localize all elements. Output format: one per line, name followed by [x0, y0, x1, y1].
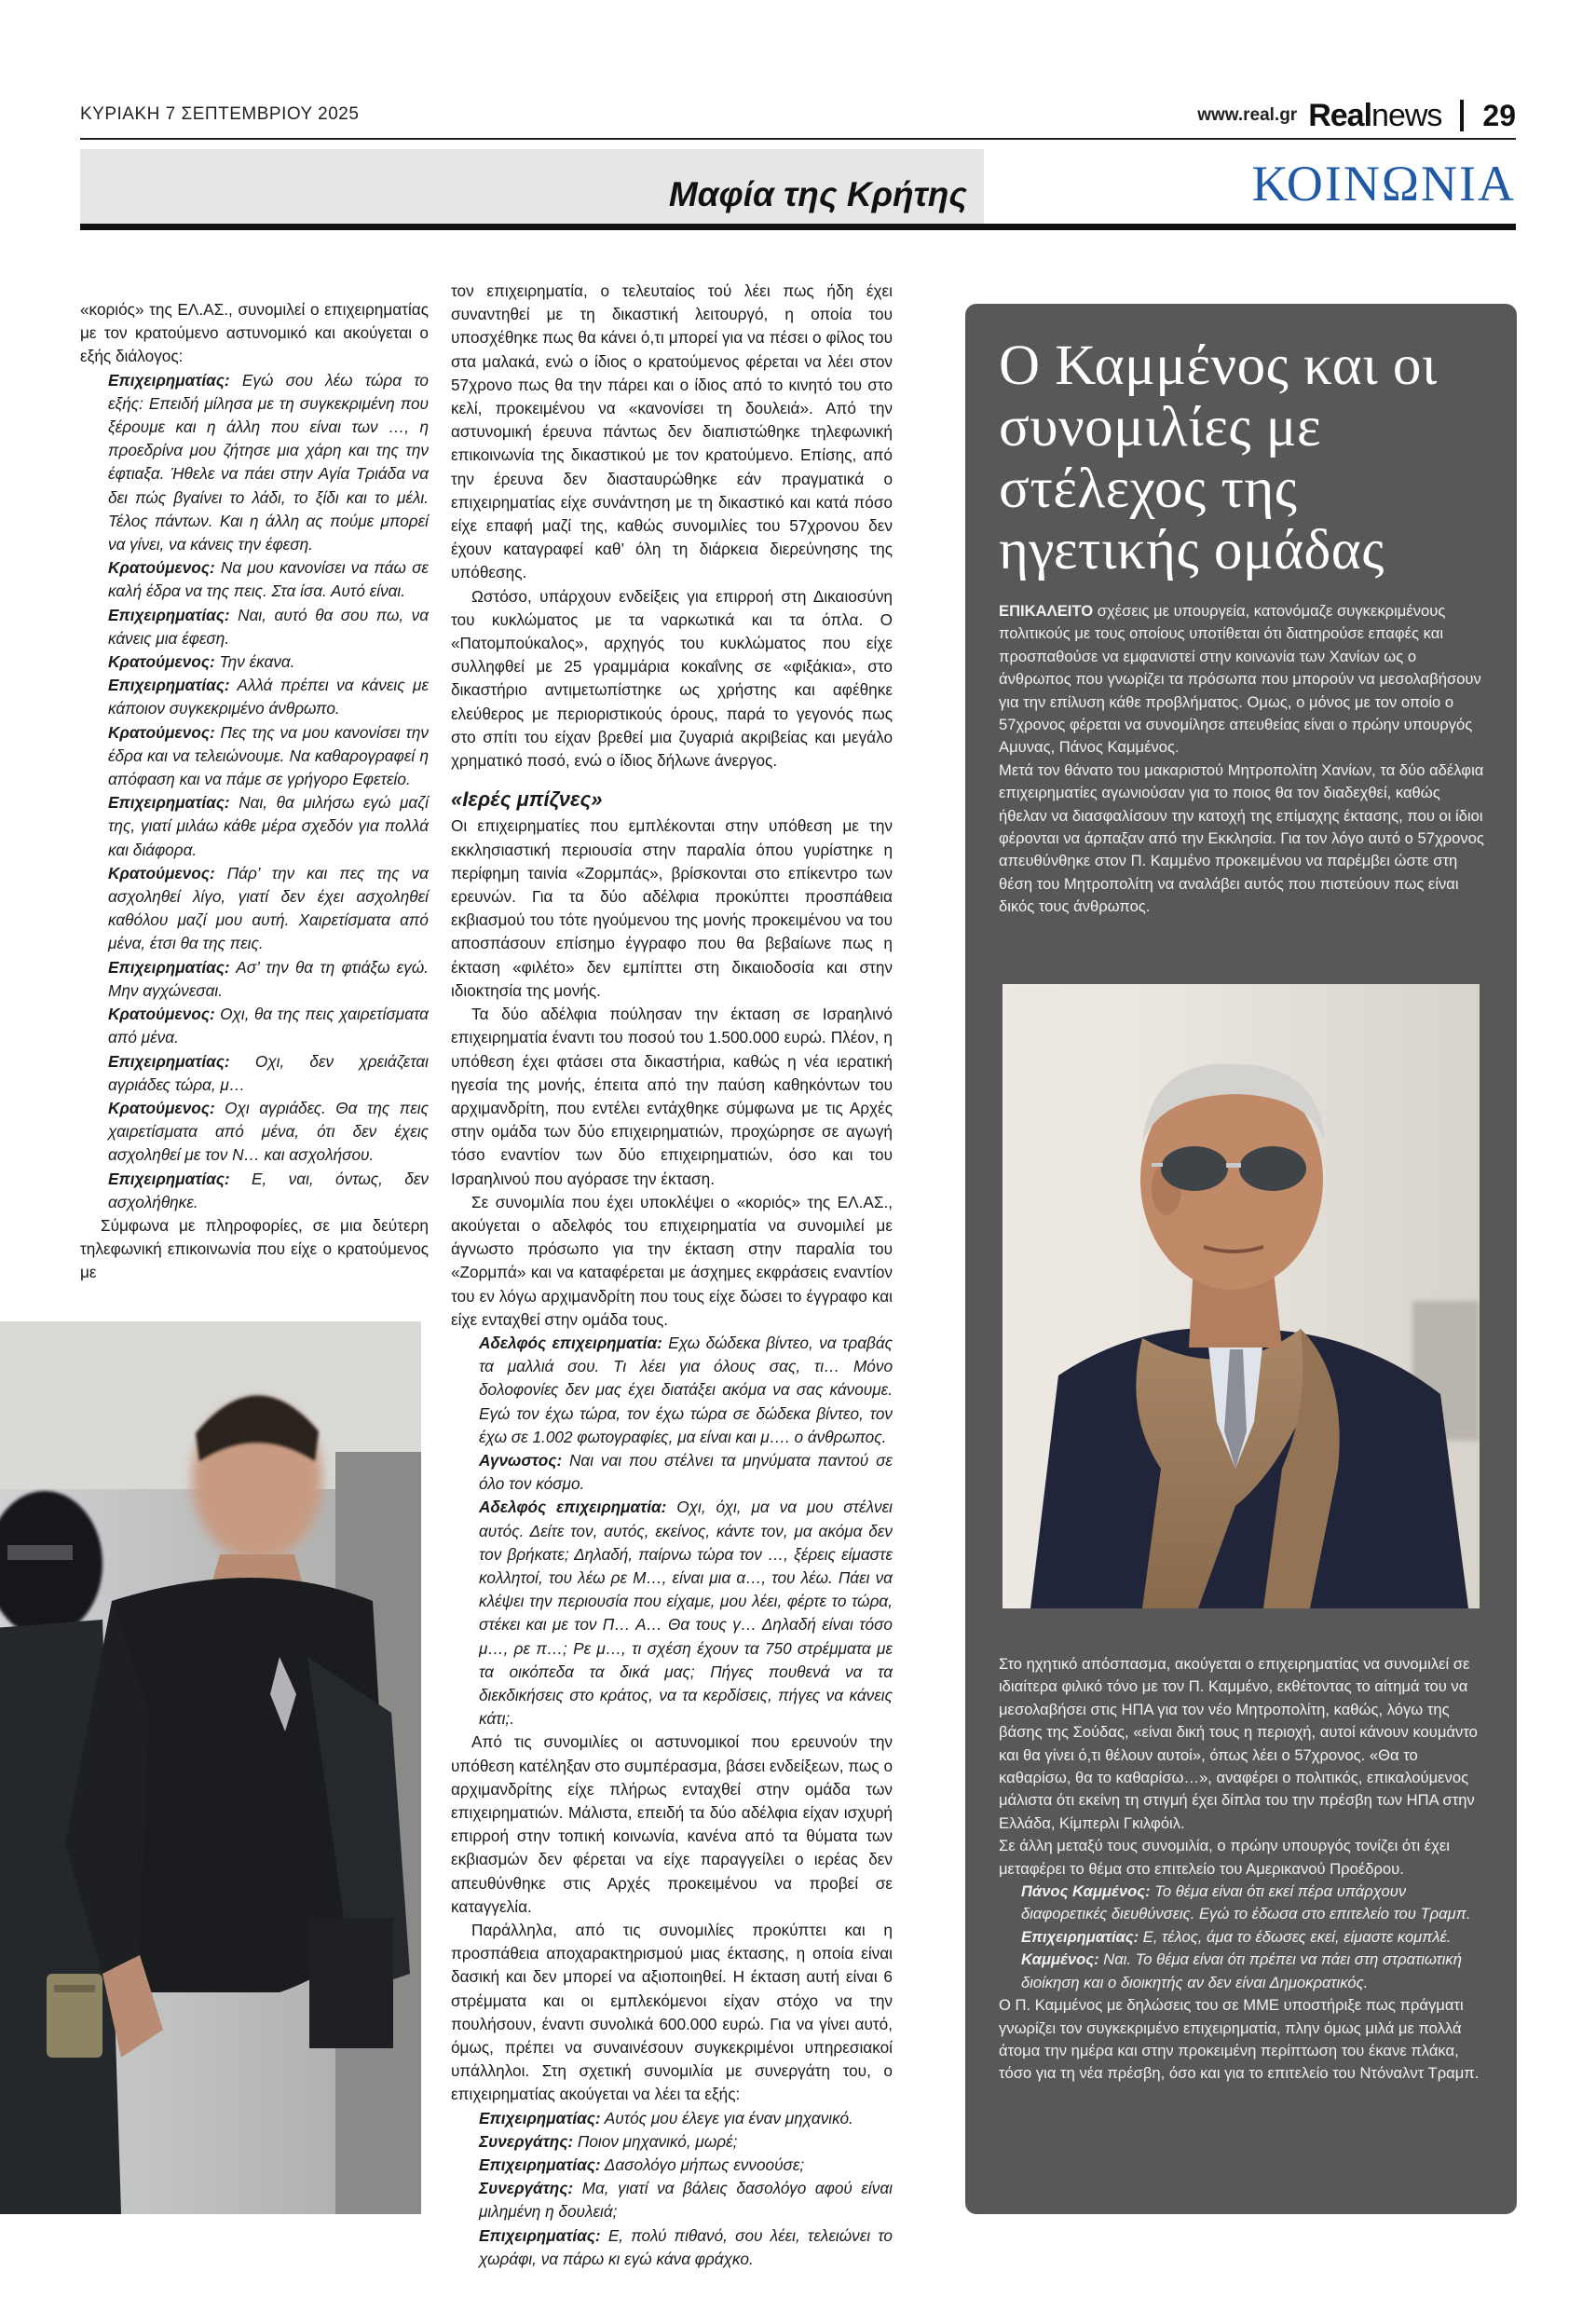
sidebar-text-2: [999, 1653, 1485, 2086]
header-rule: [80, 138, 1516, 140]
body-paragraph: [451, 280, 893, 585]
article-column-2: [451, 280, 893, 2271]
logo-news: news: [1371, 97, 1442, 133]
kammenos-photo: [1003, 984, 1480, 1608]
dialogue-text: Ε, τέλος, άμα το έδωσες εκεί, είμαστε κομπλέ.: [1139, 1927, 1452, 1946]
topic-title: Μαφία της Κρήτης: [668, 175, 967, 213]
paragraph-text: Ο Π. Καμμένος με δηλώσεις του σε ΜΜΕ υποστήριξε πως πράγματι γνωρίζει τον συγκεκριμένο επιχειρηματία, πλην όμως μιλά με πολλά άτομα την ημέρα και στην προκειμένη περίπτωση του έκανε πλάκα, τόσο για τη νέα πρέσβη, όσο και για το επιτελείο του Ντόναλντ Τραμπ.: [999, 1996, 1480, 2083]
speaker-label: Κρατούμενος:: [108, 863, 215, 882]
subheading-ieres-biznes: «Ιερές μπίζνες»: [451, 787, 603, 812]
body-paragraph: [80, 1214, 429, 1285]
lead-word: ΕΠΙΚΑΛΕΙΤΟ: [999, 602, 1094, 620]
body-paragraph: [999, 600, 1485, 759]
body-paragraph: [999, 759, 1485, 919]
body-paragraph: [999, 1994, 1485, 2086]
speaker-label: Συνεργάτης:: [479, 2131, 574, 2151]
dialogue-text: Εγώ σου λέω τώρα το εξής: Επειδή μίλησα με τη συγκεκριμένη που ξέρουμε και η άλλη που είναι των …, η προεδρίνα μου ζήτησε μια χάρη και της την έφτιαξα. Ήθελε να πάει στην Αγία Τριάδα να δει πώς βγαίνει το λάδι, το ξίδι και το μέλι. Τέλος πάντων. Και η άλλη ας πούμε μπορεί να γίνει, να κάνεις την έφεση.: [108, 370, 429, 554]
speaker-label: Επιχειρηματίας:: [479, 2225, 601, 2245]
dialogue-line: [999, 1881, 1485, 1926]
kammenos-sidebar: [965, 304, 1517, 2214]
paragraph-text: Ωστόσο, υπάρχουν ενδείξεις για επιρροή στη Δικαιοσύνη του κυκλώματος με τα ναρκωτικά και τα όπλα. Ο «Πατομπούκαλος», αρχηγός του κυκλώματος που είχε συλληφθεί με 25 γραμμάρια κοκαΐνης σε «φιξάκια», στο δικαστήριο αντιμετωπίστηκε ως χρήστης και αφέθηκε ελεύθερος με περιοριστικούς όρους, παρά το γεγονός πως στο σπίτι του είχαν βρεθεί μια ζυγαριά ακριβείας και μεγάλο χρηματικό ποσό, ενώ ο ίδιος δήλωνε άνεργος.: [451, 586, 893, 771]
paragraph-text: Οι επιχειρηματίες που εμπλέκονται στην υπόθεση με την εκκλησιαστική περιουσία στην παραλία όπου γυρίστηκε η περίφημη ταινία «Ζορμπάς», βρίσκονται στο επίκεντρο των ερευνών. Για τα δύο αδέλφια προκύπτει προσπάθεια εκβιασμού του τότε ηγούμενου της μονής προκειμένου να του αποσπάσουν επίσημο έγγραφο που θα βεβαίωνε πως η έκταση «φιλέτο» δεν εμπίπτει στη δικαιοδοσία και στην ιδιοκτησία της μονής.: [451, 816, 893, 1000]
speaker-label: Επιχειρηματίας:: [479, 2155, 601, 2175]
speaker-label: Επιχειρηματίας:: [108, 1051, 230, 1071]
column-2-part-b: [451, 814, 893, 2271]
speaker-label: Αδελφός επιχειρηματία:: [479, 1333, 662, 1352]
dialogue-line: [451, 1496, 893, 1731]
dialogue-text: Αλλά πρέπει να κάνεις με κάποιον συγκεκριμένο άνθρωπο.: [108, 676, 429, 718]
dialogue-line: [80, 369, 429, 557]
page-number: 29: [1482, 98, 1516, 132]
speaker-label: Κρατούμενος:: [108, 558, 215, 578]
speaker-label: Επιχειρηματίας:: [108, 370, 230, 390]
dialogue-line: [80, 1003, 429, 1049]
dialogue-text: Ε, ναι, όντως, δεν ασχολήθηκε.: [108, 1169, 429, 1211]
speaker-label: Κρατούμενος:: [108, 1005, 215, 1024]
paragraph-text: Μετά τον θάνατο του μακαριστού Μητροπολίτη Χανίων, τα δύο αδέλφια επιχειρηματίες αγωνιούσαν για το ποιος θα τον διαδεχθεί, καθώς ήθελαν να διασφαλίσουν την κατοχή της επίμαχης έκτασης, που οι ίδιοι φέρονται να άρπαξαν από την Εκκλησία. Για τον λόγο αυτό ο 57χρονος απευθύνθηκε στον Π. Καμμένο προκειμένου να παρέμβει ώστε στη θέση του Μητροπολίτη να αναλάβει αυτός που πιστεύουν πως είναι δικός τους άνθρωπος.: [999, 760, 1484, 916]
body-paragraph: [451, 814, 893, 1003]
article-column-1: [80, 298, 429, 1285]
dialogue-line: [80, 650, 429, 674]
body-paragraph: [80, 298, 429, 369]
dialogue-line: [451, 2107, 893, 2130]
dialogue-line: [80, 1168, 429, 1214]
dialogue-line: [451, 2154, 893, 2177]
speaker-label: Αδελφός επιχειρηματία:: [479, 1498, 667, 1517]
dialogue-line: [80, 1050, 429, 1097]
dialogue-text: Οχι, θα της πεις χαιρετίσματα από μένα.: [108, 1005, 429, 1047]
speaker-label: Κρατούμενος:: [108, 1098, 215, 1117]
section-header: [994, 149, 1516, 224]
dialogue-text: Ναι, αυτό θα σου πω, να κάνεις μια έφεση.: [108, 605, 429, 648]
section-rule: [80, 224, 1516, 230]
site-url[interactable]: www.real.gr: [1197, 105, 1298, 125]
dialogue-text: Πες της να μου κανονίσει την έδρα και να τελειώνουμε. Να καθαρογραφεί η απόφαση και να πάμε σε γρήγορο Εφετείο.: [108, 722, 429, 789]
dialogue-text: Οχι, όχι, μα να μου στέλνει αυτός. Δείτε τον, αυτός, εκείνος, κάντε τον, μα ακόμα δεν τον βρήκατε; Δηλαδή, παίρνω τώρα τον …, ξέρεις είμαστε κολλητοί, του λέω ρε Μ…, είναι μια α…, του λέω. Πάει να κλέψει την περιουσία που είχαμε, μου λέει, φέρτε το τώρα, στέκει και με τον Π… Α… Θα τους γ… Δηλαδή είναι τόσο μ…, ρε π…; Ρε μ…, τι σχέση έχουν τα 750 στρέμματα με τα οικόπεδα τα δικά μας; Πήγες πουθενά να τα διεκδικήσεις στο κράτος, να τα κερδίσεις, πήγες να κάνεις κάτι;.: [479, 1498, 893, 1729]
dialogue-text: Ε, πολύ πιθανό, σου λέει, τελειώνει το χωράφι, να πάρω κι εγώ κάνα φράχκο.: [479, 2225, 893, 2268]
dialogue-line: [80, 721, 429, 792]
logo-real: Real: [1308, 97, 1372, 133]
body-paragraph: [999, 1653, 1485, 1835]
dialogue-text: Αυτός μου έλεγε για έναν μηχανικό.: [600, 2108, 853, 2127]
body-paragraph: [451, 1731, 893, 1919]
body-paragraph: [451, 585, 893, 773]
dialogue-line: [451, 1332, 893, 1449]
speaker-label: Επιχειρηματίας:: [1021, 1927, 1139, 1946]
dialogue-text: Οχι αγριάδες. Θα της πεις χαιρετίσματα από μένα, ότι δεν έχεις ασχοληθεί με τον Ν… και ασχολήσου.: [108, 1098, 429, 1165]
dialogue-line: [451, 2130, 893, 2154]
speaker-label: Κρατούμενος:: [108, 652, 215, 672]
paragraph-text: Σε άλλη μεταξύ τους συνομιλία, ο πρώην υπουργός τονίζει ότι έχει μεταφέρει το θέμα στο επιτελείο του Αμερικανού Προέδρου.: [999, 1837, 1450, 1878]
body-paragraph: [999, 1835, 1485, 1881]
dialogue-line: [80, 791, 429, 862]
dialogue-text: Ναι. Το θέμα είναι ότι πρέπει να πάει στη στρατιωτική διοίκηση και ο διοικητής αν δεν είναι Δημοκρατικός.: [1021, 1950, 1462, 1991]
paragraph-text: σχέσεις με υπουργεία, κατονόμαζε συγκεκριμένους πολιτικούς με τους οποίους υποτίθεται ότι διατηρούσε επαφές και προσπαθούσε να εμφανιστεί στην κοινωνία των Χανίων ως ο άνθρωπος που γνωρίζει τα πρόσωπα που μπορούν να μεσολαβήσουν για την επίλυση κάθε προβλήματος. Ομως, ο μόνος με τον οποίο ο 57χρονος φέρεται να συνομίλησε απευθείας είναι ο πρώην υπουργός Αμυνας, Πάνος Καμμένος.: [999, 602, 1481, 757]
dialogue-line: [80, 956, 429, 1003]
speaker-label: Επιχειρηματίας:: [108, 1169, 230, 1188]
sidebar-title: Ο Καμμένος και οι συνομιλίες με στέλεχος της ηγετικής ομάδας: [999, 335, 1438, 581]
body-paragraph: [451, 1191, 893, 1332]
speaker-label: Επιχειρηματίας:: [108, 605, 230, 624]
speaker-label: Επιχειρηματίας:: [108, 676, 230, 695]
speaker-label: Συνεργάτης:: [479, 2179, 574, 2198]
dialogue-text: Ασ’ την θα τη φτιάξω εγώ. Μην αγχώνεσαι.: [108, 957, 429, 1000]
paragraph-text: τον επιχειρηματία, ο τελευταίος τού λέει πως ήδη έχει συναντηθεί με τη δικαστική λειτουργό, η οποία του υποσχέθηκε πως θα κάνει ό,τι μπορεί για να πέσει ο φίλος του στα μαλακά, ενώ ο ίδιος ο κρατούμενος φέρεται να λέει στον 57χρονο πως θα την πάρει και ο ίδιος από το κινητό του στο κελί, προκειμένου να «κανονίσει τη δουλειά». Από την αστυνομική έρευνα πάντως δεν διαπιστώθηκε τηλεφωνική επικοινωνία της δικαστικού με τον κρατούμενο. Επίσης, από την έρευνα δεν διασταυρώθηκε εάν πραγματικά ο επιχειρηματίας είχε συνάντηση με τη δικαστικό και κατά πόσο είχε επαφή μαζί της, καθώς συνομιλίες του 57χρονου δεν έχουν καταγραφεί καθ’ όλη τη διάρκεια διερεύνησης της υπόθεσης.: [451, 281, 893, 582]
dialogue-line: [999, 1949, 1485, 1994]
speaker-label: Επιχειρηματίας:: [108, 793, 230, 813]
paragraph-text: Τα δύο αδέλφια πούλησαν την έκταση σε Ισραηλινό επιχειρηματία έναντι του ποσού του 1.500.000 ευρώ. Πλέον, η υπόθεση έχει φτάσει στα δικαστήρια, καθώς η νέα ιερατική ηγεσία της μονής, έπειτα από την παύση καθηκόντων του αρχιμανδρίτη, που εντέλει εντάχθηκε σύμφωνα με τις Αρχές στην ομάδα των δύο επιχειρηματιών, προχώρησε σε αγωγή τόσο εναντίον των δύο επιχειρηματιών, όσο και του Ισραηλινού που αγόρασε την έκταση.: [451, 1005, 893, 1188]
masthead-brand: [1197, 97, 1516, 134]
dialogue-text: Ναι, θα μιλήσω εγώ μαζί της, γιατί μιλάω κάθε μέρα σχεδόν για πολλά και διάφορα.: [108, 793, 429, 859]
speaker-label: Πάνος Καμμένος:: [1021, 1882, 1151, 1901]
dialogue-line: [999, 1926, 1485, 1949]
section-title: ΚΟΙΝΩΝΙΑ: [1251, 156, 1516, 212]
dialogue-text: Ποιον μηχανικό, μωρέ;: [573, 2131, 738, 2151]
paragraph-text: Παράλληλα, από τις συνομιλίες προκύπτει και η προσπάθεια αποχαρακτηρισμού μιας έκτασης, η οποία είναι δασική και δεν μπορεί να αξιοποιηθεί. Η έκταση αυτή είναι 6 στρέμματα και οι εμπλεκόμενοι είχαν στόχο να την πουλήσουν, έναντι συνολικά 600.000 ευρώ. Για να γίνει αυτό, όμως, πρέπει να συναινέσουν συγκεκριμένοι υπηρεσιακοί υπάλληλοι. Στη σχετική συνομιλία με συνεργάτη του, ο επιχειρηματίας ακούγεται να λέει τα εξής:: [451, 1921, 893, 2104]
speaker-label: Κρατούμενος:: [108, 722, 215, 742]
arrest-photo: [0, 1321, 421, 2214]
dialogue-text: Εχω δώδεκα βίντεο, να τραβάς τα μαλλιά σου. Τι λέει για όλους σας, τι… Μόνο δολοφονίες δεν μας έχει διατάξει ακόμα να σας κάνουμε. Εγώ τον έχω τώρα, τον έχω τώρα σε δώδεκα βίντεο, τον έχω σε 1.002 φωτογραφίες, μα είναι και μ…. ο άνθρωπος.: [479, 1333, 893, 1446]
speaker-label: Επιχειρηματίας:: [479, 2108, 601, 2127]
body-paragraph: [451, 1919, 893, 2107]
paragraph-text: Στο ηχητικό απόσπασμα, ακούγεται ο επιχειρηματίας να συνομιλεί σε ιδιαίτερα φιλικό τόνο με τον Π. Καμμένο, εκθέτοντας το αίτημά του να μεσολαβήσει στις ΗΠΑ για τον νέο Μητροπολίτη, καθώς, λόγω της βάσης της Σούδας, «είναι δική τους η περιοχή, αυτοί κάνουν κουμάντο και θα γίνει ό,τι θέλουν αυτοί», όπως λέει ο 57χρονος. «Θα το καθαρίσω, θα το καθαρίσω…», αναφέρει ο πολιτικός, επικαλούμενος μάλιστα ότι εκείνη τη στιγμή έχει δίπλα του την πρέσβη των ΗΠΑ στην Ελλάδα, Κίμπερλι Γκιλφόιλ.: [999, 1655, 1478, 1832]
kammenos-photo-illustration: [1003, 984, 1480, 1608]
paragraph-text: Σύμφωνα με πληροφορίες, σε μια δεύτερη τηλεφωνική επικοινωνία που είχε ο κρατούμενος με: [80, 1215, 429, 1282]
body-paragraph: [451, 1003, 893, 1191]
topic-banner: [80, 149, 984, 224]
dialogue-line: [80, 862, 429, 956]
speaker-label: Καμμένος:: [1021, 1950, 1099, 1969]
dialogue-line: [80, 556, 429, 603]
dialogue-line: [80, 604, 429, 650]
dialogue-line: [451, 2177, 893, 2223]
column-2-part-a: [451, 280, 893, 773]
dialogue-line: [80, 674, 429, 720]
speaker-label: Αγνωστος:: [479, 1450, 563, 1470]
dialogue-text: Την έκανα.: [214, 652, 295, 672]
dialogue-text: Πάρ’ την και πες της να ασχοληθεί λίγο, γιατί δεν έχει ασχοληθεί καθόλου μαζί μου αυτή. Χαιρετίσματα από μένα, έτσι θα της πεις.: [108, 863, 429, 953]
dialogue-text: Ναι ναι που στέλνει τα μηνύματα παντού σε όλο τον κόσμο.: [479, 1450, 893, 1494]
dialogue-line: [451, 1449, 893, 1496]
logo-divider: [1460, 100, 1464, 131]
sidebar-text-1: [999, 600, 1485, 919]
dialogue-text: Οχι, δεν χρειάζεται αγριάδες τώρα, μ…: [108, 1051, 429, 1094]
paragraph-text: Από τις συνομιλίες οι αστυνομικοί που ερευνούν την υπόθεση κατέληξαν στο συμπέρασμα, βάσει ενδείξεων, πως ο αρχιμανδρίτης είχε πλήρως ενταχθεί στην ομάδα των επιχειρηματιών. Μάλιστα, επειδή τα δύο αδέλφια είχαν ισχυρή επιρροή στην τοπική κοινωνία, κανένα από τα θύματα των εκβιασμών δεν φέρεται να είχε παραγγείλει ο ιερέας δεν απευθύνθηκε στις Αρχές προκειμένου να προβεί σε καταγγελία.: [451, 1732, 893, 1916]
dialogue-text: Μα, γιατί να βάλεις δασολόγο αφού είναι μιλημένη η δουλειά;: [479, 2179, 893, 2222]
paragraph-text: «κοριός» της ΕΛ.ΑΣ., συνομιλεί ο επιχειρηματίας με τον κρατούμενο αστυνομικό και ακούγεται ο εξής διάλογος:: [80, 300, 429, 366]
dialogue-line: [451, 2224, 893, 2271]
dialogue-text: Το θέμα είναι ότι εκεί πέρα υπάρχουν διαφορετικές διευθύνσεις. Εγώ το έδωσα στο επιτελείο του Τραμπ.: [1021, 1882, 1471, 1923]
arrest-photo-illustration: [0, 1321, 421, 2214]
speaker-label: Επιχειρηματίας:: [108, 957, 230, 977]
dialogue-line: [80, 1097, 429, 1168]
realnews-logo: [1308, 98, 1441, 134]
issue-date: ΚΥΡΙΑΚΗ 7 ΣΕΠΤΕΜΒΡΙΟΥ 2025: [80, 104, 360, 124]
dialogue-text: Δασολόγο μήπως εννοούσε;: [600, 2155, 805, 2175]
paragraph-text: Σε συνομιλία που έχει υποκλέψει ο «κοριός» της ΕΛ.ΑΣ., ακούγεται ο αδελφός του επιχειρηματία να συνομιλεί με άγνωστο πρόσωπο για την έκταση στην παραλία του «Ζορμπά» και να καταφέρεται με άσχημες εκφράσεις εναντίον του εν λόγω αρχιμανδρίτη που τους είχε δώσει το έγγραφο και είχε ενταχθεί στην ομάδα τους.: [451, 1192, 893, 1329]
dialogue-text: Να μου κανονίσει να πάω σε καλή έδρα να της πεις. Στα ίσα. Αυτό είναι.: [108, 558, 429, 601]
